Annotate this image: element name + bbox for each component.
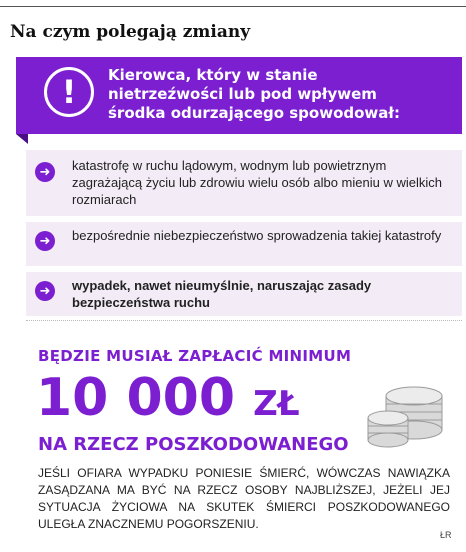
penalty-amount bbox=[36, 368, 300, 434]
exclamation-icon: ! bbox=[44, 67, 94, 117]
arrow-right-icon: ➜ bbox=[35, 281, 55, 301]
penalty-intro: BĘDZIE MUSIAŁ ZAPŁACIĆ MINIMUM bbox=[38, 347, 352, 365]
banner-fold bbox=[16, 134, 28, 144]
list-item-text: bezpośrednie niebezpieczeństwo sprowadzenia takiej katastrofy bbox=[72, 228, 442, 243]
source-credit: ŁR bbox=[440, 530, 452, 540]
list-item-text: katastrofę w ruchu lądowym, wodnym lub powietrznym zagrażającą życiu lub zdrowiu wielu osób albo mieniu w wielkich rozmiarach bbox=[72, 158, 442, 207]
list-item bbox=[26, 150, 462, 216]
list-item-text: wypadek, nawet nieumyślnie, naruszając zasady bezpieczeństwa ruchu bbox=[72, 278, 372, 310]
penalty-amount-value: 10 000 bbox=[36, 368, 236, 428]
coins-icon bbox=[362, 374, 462, 454]
footer-note: JEŚLI OFIARA WYPADKU PONIESIE ŚMIERĆ, WÓWCZAS NAWIĄZKA ZASĄDZANA MA BYĆ NA RZECZ OSOBY NAJBLIŻSZEJ, JEŻELI JEJ SYTUACJA ŻYCIOWA NA SKUTEK ŚMIERCI POSZKODOWANEGO ULEGŁA ZNACZNEMU POGORSZENIU. bbox=[38, 466, 450, 531]
banner-text: Kierowca, który w stanie nietrzeźwości lub pod wpływem środka odurzającego spowodował: bbox=[108, 66, 400, 122]
list-item bbox=[26, 272, 462, 316]
list-item bbox=[26, 222, 462, 266]
divider bbox=[26, 320, 462, 321]
penalty-recipient: NA RZECZ POSZKODOWANEGO bbox=[38, 434, 349, 455]
arrow-right-icon: ➜ bbox=[35, 231, 55, 251]
page-title: Na czym polegają zmiany bbox=[10, 22, 251, 42]
penalty-currency: ZŁ bbox=[253, 384, 300, 424]
top-rule bbox=[0, 6, 466, 7]
arrow-right-icon: ➜ bbox=[35, 162, 55, 182]
